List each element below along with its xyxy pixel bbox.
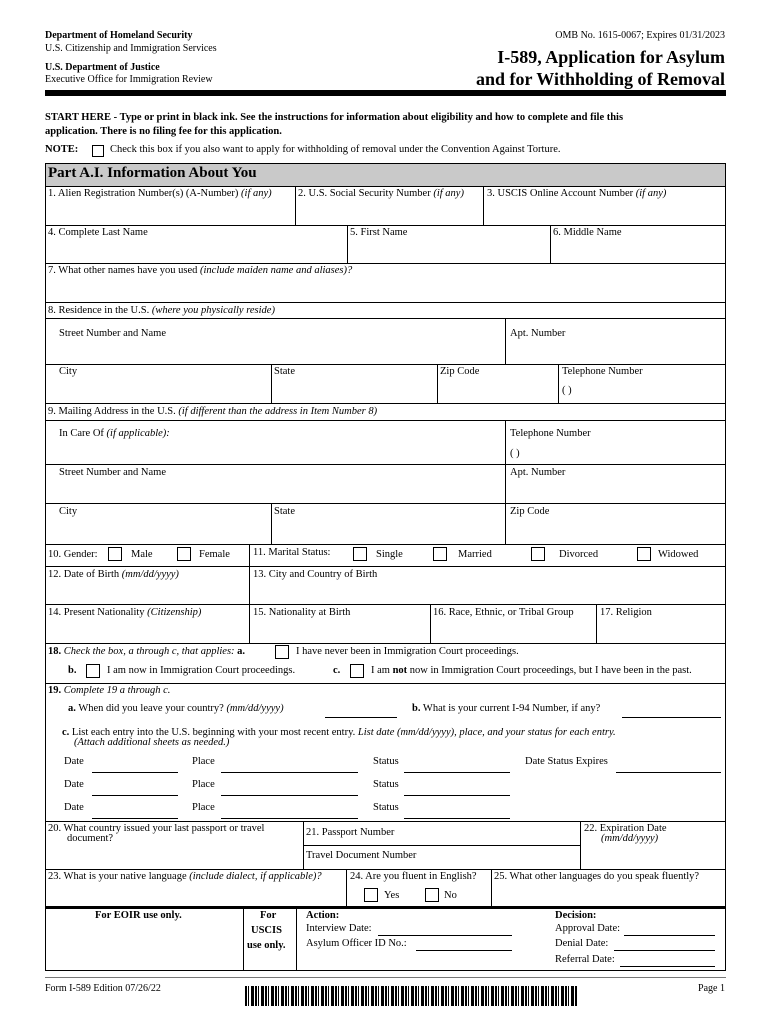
field-other-names-label: 7. What other names have you used (include maiden name and aliases)? bbox=[48, 265, 353, 276]
start-here-line2: application. There is no filing fee for this application. bbox=[45, 126, 282, 137]
field-residence-label: 8. Residence in the U.S. (where you physically reside) bbox=[48, 305, 275, 316]
court-a-label: I have never been in Immigration Court proceedings. bbox=[296, 646, 519, 657]
english-yes-label: Yes bbox=[384, 890, 400, 901]
field-passport-country-label: 20. What country issued your last passport or travel bbox=[48, 823, 265, 834]
mailing-street-label: Street Number and Name bbox=[59, 467, 167, 478]
referral-date-input[interactable] bbox=[620, 966, 715, 967]
officer-id-input[interactable] bbox=[416, 950, 512, 951]
entry3-date-label: Date bbox=[64, 802, 84, 813]
field-19c-label: c. List each entry into the U.S. beginning with your most recent entry. List date (mm/dd/yyyy), place, and your status for each entry. bbox=[62, 727, 616, 738]
entry2-status-input[interactable] bbox=[404, 795, 510, 796]
form-title-line1: I-589, Application for Asylum bbox=[497, 47, 725, 67]
english-yes-checkbox[interactable] bbox=[364, 888, 378, 902]
part-title: Part A.I. Information About You bbox=[48, 165, 257, 181]
entry3-date-input[interactable] bbox=[92, 818, 178, 819]
court-a-checkbox[interactable] bbox=[275, 645, 289, 659]
english-no-checkbox[interactable] bbox=[425, 888, 439, 902]
mailing-zip-label: Zip Code bbox=[510, 506, 550, 517]
residence-zip-label: Zip Code bbox=[440, 366, 480, 377]
marital-single-checkbox[interactable] bbox=[353, 547, 367, 561]
entry1-status-label: Status bbox=[373, 756, 399, 767]
entry3-status-label: Status bbox=[373, 802, 399, 813]
entry1-expires-label: Date Status Expires bbox=[525, 756, 608, 767]
entry1-date-input[interactable] bbox=[92, 772, 178, 773]
marital-divorced-label: Divorced bbox=[559, 549, 599, 560]
marital-married-label: Married bbox=[458, 549, 492, 560]
field-court-label: 18. Check the box, a through c, that applies: a. bbox=[48, 646, 246, 657]
field-19b-input[interactable] bbox=[622, 717, 721, 718]
entry3-place-label: Place bbox=[192, 802, 215, 813]
entry1-date-label: Date bbox=[64, 756, 84, 767]
agency-dhs: Department of Homeland Security bbox=[45, 30, 193, 41]
marital-divorced-checkbox[interactable] bbox=[531, 547, 545, 561]
entry2-date-label: Date bbox=[64, 779, 84, 790]
field-dob-label: 12. Date of Birth (mm/dd/yyyy) bbox=[48, 569, 179, 580]
field-middle-name-label: 6. Middle Name bbox=[553, 227, 622, 238]
entry3-status-input[interactable] bbox=[404, 818, 510, 819]
action-label: Action: bbox=[306, 910, 340, 921]
field-expiration-label: 22. Expiration Date bbox=[584, 823, 667, 834]
field-birth-nationality-label: 15. Nationality at Birth bbox=[253, 607, 351, 618]
field-passport-number-label: 21. Passport Number bbox=[306, 827, 395, 838]
court-c-letter: c. bbox=[333, 665, 341, 676]
start-here-line1: START HERE - Type or print in black ink. See the instructions for information about eligibility and how to complete and file this bbox=[45, 112, 624, 123]
uscis-use-label-1: For bbox=[260, 910, 277, 921]
approval-date-input[interactable] bbox=[624, 935, 715, 936]
field-english-label: 24. Are you fluent in English? bbox=[350, 871, 477, 882]
entry3-place-input[interactable] bbox=[221, 818, 358, 819]
field-19-label: 19. Complete 19 a through c. bbox=[48, 685, 171, 696]
eoir-use-label: For EOIR use only. bbox=[95, 910, 182, 921]
marital-widowed-label: Widowed bbox=[658, 549, 699, 560]
barcode bbox=[245, 986, 577, 1006]
entry1-expires-input[interactable] bbox=[616, 772, 721, 773]
marital-single-label: Single bbox=[376, 549, 403, 560]
uscis-use-label-3: use only. bbox=[247, 940, 286, 951]
field-race-label: 16. Race, Ethnic, or Tribal Group bbox=[433, 607, 574, 618]
mailing-state-label: State bbox=[274, 506, 295, 517]
field-19a-label: a. When did you leave your country? (mm/dd/yyyy) bbox=[68, 703, 284, 714]
entry2-status-label: Status bbox=[373, 779, 399, 790]
interview-date-label: Interview Date: bbox=[306, 923, 372, 934]
denial-date-input[interactable] bbox=[614, 950, 715, 951]
note-text: Check this box if you also want to apply for withholding of removal under the Convention Against Torture. bbox=[110, 144, 561, 155]
field-last-name-label: 4. Complete Last Name bbox=[48, 227, 148, 238]
header-rule bbox=[45, 90, 726, 96]
field-19b-label: b. What is your current I-94 Number, if any? bbox=[412, 703, 601, 714]
court-b-label: I am now in Immigration Court proceedings. bbox=[107, 665, 296, 676]
mailing-phone-label: Telephone Number bbox=[510, 428, 591, 439]
residence-phone-label: Telephone Number bbox=[562, 366, 643, 377]
english-no-label: No bbox=[444, 890, 457, 901]
residence-city-label: City bbox=[59, 366, 78, 377]
mailing-city-label: City bbox=[59, 506, 78, 517]
field-a-number-label: 1. Alien Registration Number(s) (A-Number) (if any) bbox=[48, 188, 272, 199]
agency-eoir: Executive Office for Immigration Review bbox=[45, 74, 213, 85]
gender-female-checkbox[interactable] bbox=[177, 547, 191, 561]
field-birthplace-label: 13. City and Country of Birth bbox=[253, 569, 378, 580]
form-edition: Form I-589 Edition 07/26/22 bbox=[45, 983, 161, 994]
agency-uscis: U.S. Citizenship and Immigration Services bbox=[45, 43, 217, 54]
field-native-language-label: 23. What is your native language (include dialect, if applicable)? bbox=[48, 871, 322, 882]
decision-label: Decision: bbox=[555, 910, 597, 921]
entry1-place-input[interactable] bbox=[221, 772, 358, 773]
field-nationality-label: 14. Present Nationality (Citizenship) bbox=[48, 607, 202, 618]
field-marital-label: 11. Marital Status: bbox=[253, 547, 331, 558]
form-title-line2: and for Withholding of Removal bbox=[475, 69, 725, 89]
entry1-status-input[interactable] bbox=[404, 772, 510, 773]
field-mailing-label: 9. Mailing Address in the U.S. (if different than the address in Item Number 8) bbox=[48, 406, 378, 417]
cat-checkbox[interactable] bbox=[92, 145, 104, 157]
mailing-phone-area: ( ) bbox=[510, 448, 520, 459]
field-passport-country-label2: document? bbox=[67, 833, 114, 844]
mailing-care-of-label: In Care Of (if applicable): bbox=[59, 428, 170, 439]
field-gender-label: 10. Gender: bbox=[48, 549, 98, 560]
field-expiration-format: (mm/dd/yyyy) bbox=[601, 833, 659, 844]
field-travel-doc-label: Travel Document Number bbox=[306, 850, 417, 861]
gender-male-checkbox[interactable] bbox=[108, 547, 122, 561]
marital-widowed-checkbox[interactable] bbox=[637, 547, 651, 561]
field-first-name-label: 5. First Name bbox=[350, 227, 408, 238]
approval-date-label: Approval Date: bbox=[555, 923, 621, 934]
interview-date-input[interactable] bbox=[378, 935, 512, 936]
field-uscis-account-label: 3. USCIS Online Account Number (if any) bbox=[487, 188, 667, 199]
officer-id-label: Asylum Officer ID No.: bbox=[306, 938, 407, 949]
field-19a-input[interactable] bbox=[325, 717, 397, 718]
gender-female-label: Female bbox=[199, 549, 230, 560]
field-19c-note: (Attach additional sheets as needed.) bbox=[74, 737, 230, 748]
court-b-checkbox[interactable] bbox=[86, 664, 100, 678]
entry1-place-label: Place bbox=[192, 756, 215, 767]
residence-street-label: Street Number and Name bbox=[59, 328, 167, 339]
residence-state-label: State bbox=[274, 366, 295, 377]
gender-male-label: Male bbox=[131, 549, 153, 560]
entry2-place-label: Place bbox=[192, 779, 215, 790]
denial-date-label: Denial Date: bbox=[555, 938, 609, 949]
note-label: NOTE: bbox=[45, 144, 79, 155]
residence-phone-area: ( ) bbox=[562, 385, 572, 396]
omb-number: OMB No. 1615-0067; Expires 01/31/2023 bbox=[555, 30, 725, 41]
referral-date-label: Referral Date: bbox=[555, 954, 615, 965]
agency-doj: U.S. Department of Justice bbox=[45, 62, 160, 73]
mailing-apt-label: Apt. Number bbox=[510, 467, 566, 478]
field-ssn-label: 2. U.S. Social Security Number (if any) bbox=[298, 188, 464, 199]
entry2-place-input[interactable] bbox=[221, 795, 358, 796]
entry2-date-input[interactable] bbox=[92, 795, 178, 796]
field-religion-label: 17. Religion bbox=[600, 607, 652, 618]
court-b-letter: b. bbox=[68, 665, 77, 676]
court-c-label: I am not now in Immigration Court proceedings, but I have been in the past. bbox=[371, 665, 692, 676]
page-number: Page 1 bbox=[698, 983, 725, 994]
uscis-use-label-2: USCIS bbox=[251, 925, 282, 936]
residence-apt-label: Apt. Number bbox=[510, 328, 566, 339]
marital-married-checkbox[interactable] bbox=[433, 547, 447, 561]
court-c-checkbox[interactable] bbox=[350, 664, 364, 678]
field-other-languages-label: 25. What other languages do you speak fluently? bbox=[494, 871, 700, 882]
